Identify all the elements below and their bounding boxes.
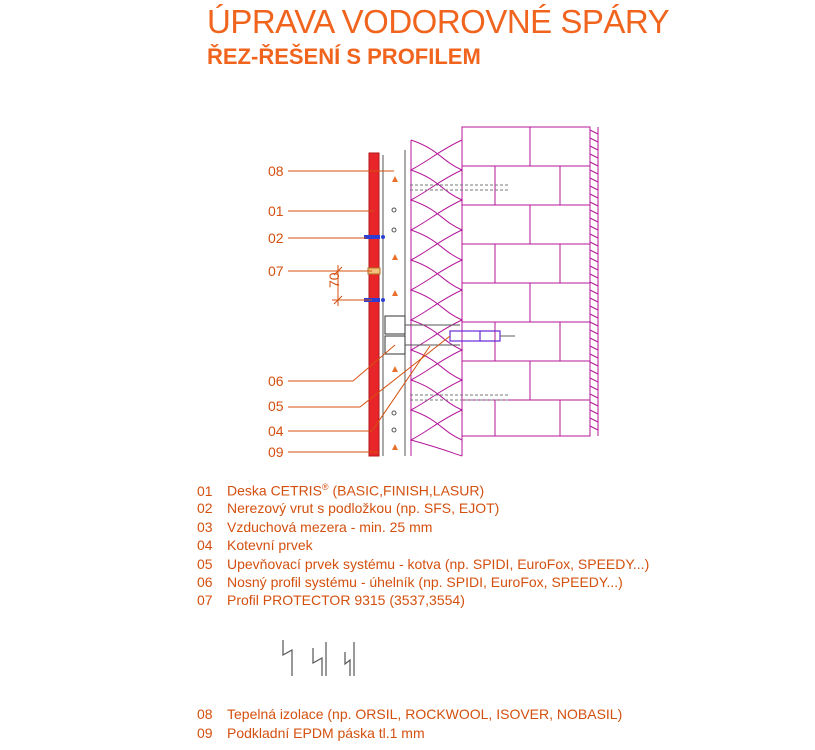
markers: [392, 176, 398, 450]
legend-row-03: 03 Vzduchová mezera - min. 25 mm: [197, 518, 433, 535]
legend-secondary: [197, 706, 622, 744]
legend-row-07: 07 Profil PROTECTOR 9315 (3537,3554): [197, 592, 465, 609]
legend-row-02: 02 Nerezový vrut s podložkou (np. SFS, EJOT): [197, 500, 500, 517]
profile-shapes: [283, 640, 354, 676]
plaster-strip: [590, 127, 598, 436]
callout-02: 02: [268, 230, 284, 246]
wall-anchor: [450, 331, 515, 341]
legend-row-01: 01 Deska CETRIS® (BASIC,FINISH,LASUR): [197, 482, 485, 499]
callout-07: 07: [268, 263, 284, 279]
dimension-label: 70: [326, 272, 342, 288]
legend-row-09: 09 Podkladní EPDM páska tl.1 mm: [197, 725, 425, 741]
legend-row-08: 08 Tepelná izolace (np. ORSIL, ROCKWOOL, ISOVER, NOBASIL): [197, 706, 623, 722]
legend-row-04: 04 Kotevní prvek: [197, 537, 313, 554]
page-subtitle: ŘEZ-ŘEŠENÍ S PROFILEM: [207, 44, 481, 69]
cetris-panel: [369, 153, 379, 456]
callout-04: 04: [268, 423, 284, 439]
insulation: [411, 127, 462, 456]
callout-09: 09: [268, 444, 284, 460]
page-title: ÚPRAVA VODOROVNÉ SPÁRY: [207, 3, 670, 40]
callout-05: 05: [268, 398, 284, 414]
callout-08: 08: [268, 163, 284, 179]
callout-01: 01: [268, 203, 284, 219]
legend: [197, 482, 649, 611]
anchor-bolts: [410, 185, 510, 400]
substructure: [383, 150, 460, 456]
legend-row-05: 05 Upevňovací prvek systému - kotva (np. SPIDI, EuroFox, SPEEDY...): [197, 555, 650, 572]
legend-row-06: 06 Nosný profil systému - úhelník (np. SPIDI, EuroFox, SPEEDY...): [197, 573, 623, 590]
brick-wall: [462, 127, 590, 436]
callout-06: 06: [268, 373, 284, 389]
